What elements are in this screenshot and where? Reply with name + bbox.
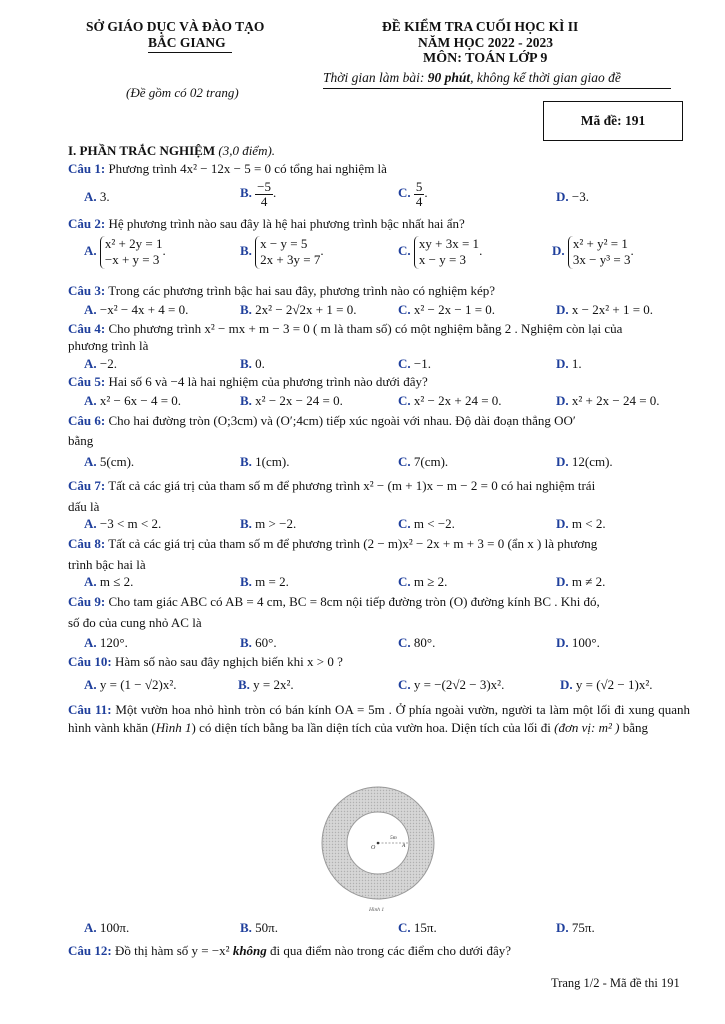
question-number: Câu 8: [68, 536, 106, 551]
equation-line: x² + y² = 1 [572, 236, 628, 251]
option-text: x² − 6x − 4 = 0. [99, 393, 182, 408]
q1-option-b[interactable]: B. $\frac{-5}{4}$ . [240, 179, 277, 209]
question-text: Hàm số nào sau đây nghịch biến khi x > 0 ? [114, 654, 343, 669]
question-6 [68, 413, 576, 429]
question-text: Trong các phương trình bậc hai sau đây, phương trình nào có nghiệm kép? [108, 283, 496, 298]
denominator: 4 [415, 193, 423, 209]
fraction [414, 180, 425, 208]
figure-annulus [316, 783, 440, 917]
option-text: 2x² − 2√2x + 1 = 0. [255, 302, 357, 317]
option-text: m ≤ 2. [99, 574, 134, 589]
option-letter: C. [398, 516, 411, 531]
option-letter: C. [398, 635, 411, 650]
q8-option-d[interactable] [556, 574, 605, 590]
q6-option-d[interactable] [556, 454, 613, 470]
option-letter: B. [240, 454, 252, 469]
q3-option-b[interactable] [240, 302, 356, 318]
option-text: x² − 2x − 24 = 0. [255, 393, 343, 408]
exam-title: ĐỀ KIỂM TRA CUỐI HỌC KÌ II [382, 19, 579, 34]
option-letter: B. [238, 677, 250, 692]
option-letter: D. [556, 393, 569, 408]
q3-option-c[interactable] [398, 302, 495, 318]
option-text: 100°. [571, 635, 600, 650]
q1-option-d[interactable] [556, 189, 589, 205]
question-4 [68, 321, 622, 337]
q11-option-a[interactable] [84, 920, 129, 936]
equation-line: xy + 3x = 1 [418, 236, 480, 251]
option-text: −1. [413, 356, 431, 371]
option-letter: C. [398, 356, 411, 371]
equation-system [255, 236, 320, 269]
option-text: 1. [571, 356, 582, 371]
option-text: x − 2x² + 1 = 0. [571, 302, 654, 317]
q9-option-d[interactable] [556, 635, 600, 651]
option-letter: B. [240, 302, 252, 317]
q7-option-a[interactable] [84, 516, 161, 532]
question-number: Câu 4: [68, 321, 106, 336]
option-letter: C. [398, 920, 411, 935]
option-text: x² + 2x − 24 = 0. [571, 393, 660, 408]
option-letter: B. [240, 635, 252, 650]
question-text: Một vườn hoa nhỏ hình tròn có bán kính OA = 5m . Ở phía ngoài vườn, người ta làm một lối đi xung quanh hình vành khăn ( [68, 702, 690, 735]
point-a-label: A [402, 843, 406, 849]
question-text-end: bằng [619, 720, 649, 735]
option-text: −3. [571, 189, 589, 204]
equation-line: x − y = 3 [418, 252, 467, 268]
question-9 [68, 594, 600, 610]
question-text: Phương trình 4x² − 12x − 5 = 0 có tổng hai nghiệm là [108, 161, 387, 176]
q5-option-d[interactable] [556, 393, 660, 409]
option-text: 12(cm). [571, 454, 613, 469]
option-letter: D. [556, 356, 569, 371]
option-letter: C. [398, 677, 411, 692]
option-letter: A. [84, 302, 97, 317]
option-text: m < −2. [413, 516, 455, 531]
section-title-text: I. PHẦN TRẮC NGHIỆM [68, 143, 216, 158]
question-8-cont: trình bậc hai là [68, 557, 146, 572]
option-letter: B. [240, 920, 252, 935]
option-letter: A. [84, 393, 97, 408]
option-letter: C. [398, 243, 411, 259]
q9-option-c[interactable] [398, 635, 435, 651]
question-number: Câu 7: [68, 478, 106, 493]
q6-option-a[interactable] [84, 454, 134, 470]
option-letter: D. [556, 189, 569, 204]
question-6-cont: bằng [68, 433, 94, 448]
q6-option-c[interactable] [398, 454, 448, 470]
option-letter: B. [240, 393, 252, 408]
question-text-cont: đi qua điểm nào trong các điểm cho dưới đây? [266, 943, 512, 958]
question-number: Câu 12: [68, 943, 112, 958]
option-letter: B. [240, 516, 252, 531]
subject: MÔN: TOÁN LỚP 9 [423, 51, 548, 66]
option-letter: A. [84, 635, 97, 650]
q10-option-c[interactable] [398, 677, 504, 693]
time-underline [323, 88, 671, 89]
option-text: 1(cm). [255, 454, 290, 469]
question-number: Câu 1: [68, 161, 106, 176]
q9-option-b[interactable] [240, 635, 277, 651]
option-text: m > −2. [255, 516, 297, 531]
q8-option-a[interactable] [84, 574, 133, 590]
question-text: Tất cả các giá trị của tham số m để phương trình (2 − m)x² − 2x + m + 3 = 0 (ẩn x ) là phương [108, 536, 598, 551]
section-title [68, 143, 275, 159]
province-underline [148, 52, 232, 53]
exam-code-box [543, 101, 683, 141]
question-11 [68, 701, 690, 737]
time-note [323, 70, 621, 86]
question-text: Đồ thị hàm số y = −x² [114, 943, 233, 958]
question-7 [68, 478, 595, 494]
option-text: m ≥ 2. [413, 574, 448, 589]
q11-option-b[interactable] [240, 920, 278, 936]
option-letter: B. [240, 185, 252, 201]
option-letter: B. [240, 574, 252, 589]
q11-option-c[interactable] [398, 920, 437, 936]
time-suffix: , không kể thời gian giao đề [470, 70, 621, 85]
q2-option-a[interactable]: A. x² + 2y = 1 −x + y = 3 . [84, 236, 166, 268]
option-letter: A. [84, 574, 97, 589]
equation-line: x² + 2y = 1 [104, 236, 163, 251]
q1-option-a[interactable] [84, 189, 110, 205]
question-number: Câu 3: [68, 283, 106, 298]
question-4-cont: phương trình là [68, 338, 149, 353]
option-text: −3 < m < 2. [99, 516, 162, 531]
option-letter: D. [556, 454, 569, 469]
equation-line: −x + y = 3 [104, 252, 160, 268]
option-text: 75π. [571, 920, 595, 935]
question-number: Câu 10: [68, 654, 112, 669]
radius-label: 5m [390, 835, 397, 841]
numerator: 5 [415, 179, 423, 194]
option-text: 100π. [99, 920, 130, 935]
option-letter: A. [84, 516, 97, 531]
q4-option-c[interactable] [398, 356, 431, 372]
q8-option-c[interactable] [398, 574, 447, 590]
option-text: 50π. [255, 920, 278, 935]
equation-system [568, 236, 631, 269]
question-text: Cho tam giác ABC có AB = 4 cm, BC = 8cm nội tiếp đường tròn (O) đường kính BC . Khi đó, [108, 594, 600, 609]
option-text: x² − 2x + 24 = 0. [413, 393, 502, 408]
option-text: y = −(2√2 − 3)x². [413, 677, 505, 692]
option-text: 120°. [99, 635, 128, 650]
option-letter: C. [398, 574, 411, 589]
option-letter: C. [398, 185, 411, 201]
option-text: m = 2. [255, 574, 289, 589]
question-7-cont: dấu là [68, 499, 100, 514]
question-text-cont: ) có diện tích bằng ba lần diện tích của vườn hoa. Diện tích của lối đi [191, 720, 551, 735]
fraction [255, 180, 273, 208]
option-text: 0. [255, 356, 265, 371]
question-text: Tất cả các giá trị của tham số m để phương trình x² − (m + 1)x − m − 2 = 0 có hai nghiệm trái [108, 478, 596, 493]
exam-code: Mã đề: 191 [580, 113, 646, 128]
option-text: −x² − 4x + 4 = 0. [99, 302, 189, 317]
option-letter: A. [84, 677, 97, 692]
q2-option-d[interactable]: D. x² + y² = 1 3x − y³ = 3 . [552, 236, 634, 268]
option-letter: B. [240, 243, 252, 259]
question-3 [68, 283, 495, 299]
option-letter: D. [560, 677, 573, 692]
option-text: y = 2x². [253, 677, 294, 692]
q4-option-d[interactable] [556, 356, 582, 372]
q10-option-d[interactable] [560, 677, 653, 693]
option-text: −2. [99, 356, 117, 371]
q2-option-c[interactable]: C. xy + 3x = 1 x − y = 3 . [398, 236, 483, 268]
equation-system [414, 236, 479, 269]
q8-option-b[interactable] [240, 574, 289, 590]
option-text: m ≠ 2. [571, 574, 606, 589]
center-point [377, 842, 380, 845]
denominator: 4 [260, 193, 268, 209]
option-letter: D. [556, 635, 569, 650]
option-letter: A. [84, 454, 97, 469]
q3-option-a[interactable] [84, 302, 188, 318]
q3-option-d[interactable] [556, 302, 653, 318]
option-letter: D. [556, 574, 569, 589]
time-value: 90 phút [427, 70, 471, 85]
q5-option-a[interactable] [84, 393, 181, 409]
q11-option-d[interactable] [556, 920, 595, 936]
q5-option-c[interactable] [398, 393, 502, 409]
figure-caption: Hình 1 [369, 907, 385, 913]
option-letter: A. [84, 356, 97, 371]
option-text: 7(cm). [413, 454, 449, 469]
option-text: y = (1 − √2)x². [99, 677, 177, 692]
equation-line: 2x + 3y = 7 [260, 252, 321, 268]
q10-option-a[interactable] [84, 677, 177, 693]
question-12 [68, 943, 511, 959]
question-text: Cho phương trình x² − mx + m − 3 = 0 ( m là tham số) có một nghiệm bằng 2 . Nghiệm còn lại của [108, 321, 623, 336]
option-letter: C. [398, 393, 411, 408]
question-number: Câu 6: [68, 413, 106, 428]
question-2 [68, 216, 465, 232]
q6-option-b[interactable] [240, 454, 289, 470]
option-letter: A. [84, 920, 97, 935]
q7-option-b[interactable] [240, 516, 296, 532]
option-letter: B. [240, 356, 252, 371]
option-letter: C. [398, 302, 411, 317]
question-9-cont: số đo của cung nhỏ AC là [68, 615, 202, 630]
q7-option-d[interactable] [556, 516, 606, 532]
question-number: Câu 2: [68, 216, 106, 231]
province-name: BẮC GIANG [148, 35, 226, 50]
option-letter: D. [556, 516, 569, 531]
section-points: (3,0 điểm). [218, 143, 276, 158]
q4-option-a[interactable] [84, 356, 117, 372]
school-year: NĂM HỌC 2022 - 2023 [418, 35, 553, 50]
option-text: 3. [99, 189, 110, 204]
pages-note: (Đề gồm có 02 trang) [126, 85, 239, 100]
q1-option-c[interactable]: C. $\frac{5}{4}$ . [398, 179, 428, 209]
option-text: x² − 2x − 1 = 0. [413, 302, 496, 317]
option-letter: D. [556, 302, 569, 317]
question-8 [68, 536, 597, 552]
option-letter: D. [556, 920, 569, 935]
question-number: Câu 5: [68, 374, 106, 389]
option-text: 60°. [255, 635, 277, 650]
option-letter: C. [398, 454, 411, 469]
question-number: Câu 11: [68, 702, 112, 717]
question-text: Cho hai đường tròn (O;3cm) và (O′;4cm) tiếp xúc ngoài với nhau. Độ dài đoạn thẳng OO′ [108, 413, 576, 428]
option-letter: A. [84, 189, 97, 204]
q4-option-b[interactable] [240, 356, 265, 372]
department-name: SỞ GIÁO DỤC VÀ ĐÀO TẠO [86, 19, 265, 34]
question-text: Hệ phương trình nào sau đây là hệ hai phương trình bậc nhất hai ẩn? [108, 216, 465, 231]
page-footer: Trang 1/2 - Mã đề thi 191 [551, 976, 680, 990]
q5-option-b[interactable] [240, 393, 343, 409]
figure-reference: Hình 1 [155, 720, 192, 735]
q10-option-b[interactable] [238, 677, 294, 693]
option-text: y = (√2 − 1)x². [575, 677, 653, 692]
equation-line: 3x − y³ = 3 [572, 252, 631, 268]
numerator: −5 [257, 179, 272, 194]
question-5 [68, 374, 428, 390]
question-10 [68, 654, 343, 670]
q7-option-c[interactable] [398, 516, 455, 532]
option-letter: D. [552, 243, 565, 259]
unit-note: (đơn vị: m² ) [554, 720, 620, 735]
question-emphasis: không [232, 943, 267, 958]
option-text: m < 2. [571, 516, 606, 531]
q9-option-a[interactable] [84, 635, 128, 651]
question-number: Câu 9: [68, 594, 106, 609]
question-1 [68, 161, 387, 177]
center-label: O [371, 845, 376, 851]
equation-system [100, 236, 163, 269]
option-text: 5(cm). [99, 454, 135, 469]
option-letter: A. [84, 243, 97, 259]
option-text: 80°. [413, 635, 436, 650]
q2-option-b[interactable]: B. x − y = 5 2x + 3y = 7 . [240, 236, 324, 268]
question-text: Hai số 6 và −4 là hai nghiệm của phương trình nào dưới đây? [108, 374, 428, 389]
time-prefix: Thời gian làm bài: [323, 70, 428, 85]
equation-line: x − y = 5 [260, 236, 308, 251]
option-text: 15π. [413, 920, 437, 935]
